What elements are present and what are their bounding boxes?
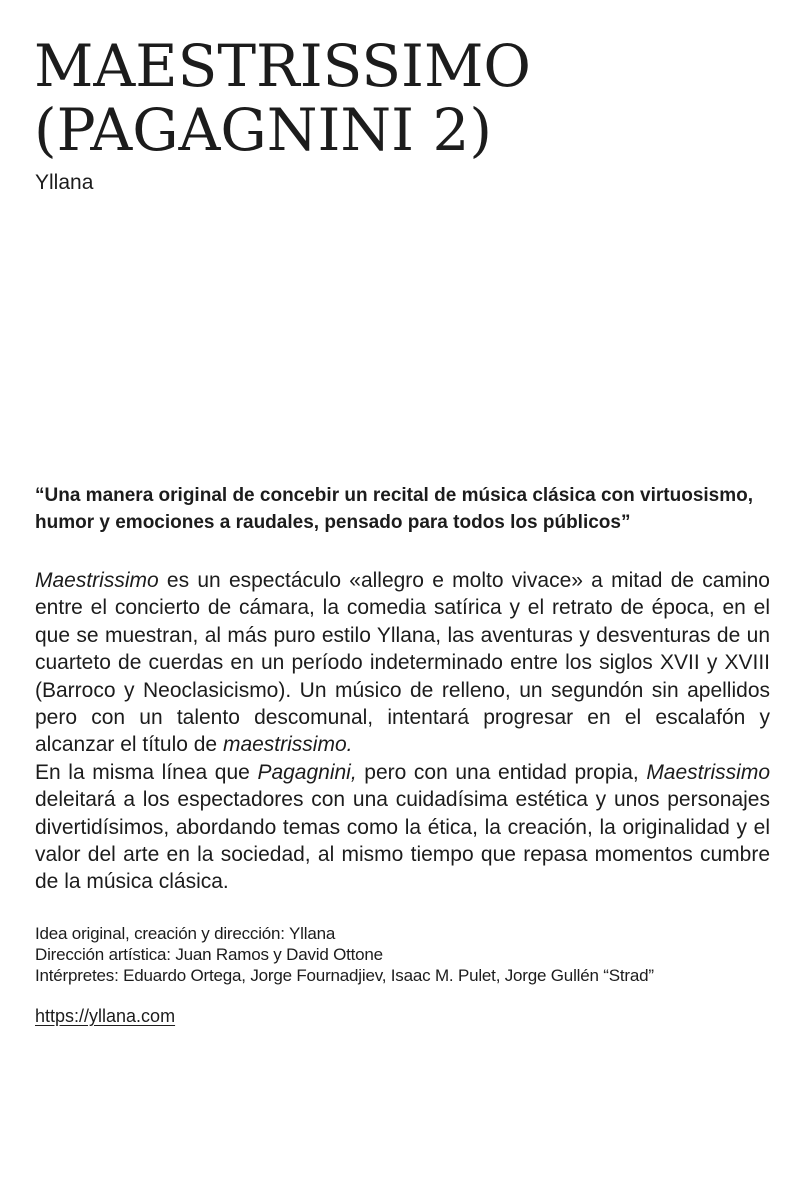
previous-show-italic: Pagagnini, (257, 760, 357, 784)
credit-performers: Intérpretes: Eduardo Ortega, Jorge Fournadjiev, Isaac M. Pulet, Jorge Gullén “Strad” (35, 965, 654, 985)
description-paragraph-1 (35, 567, 770, 759)
description-text: pero con una entidad propia, (356, 760, 647, 784)
pull-quote: “Una manera original de concebir un recital de música clásica con virtuosismo, humor y emociones a raudales, pensado para todos los públicos” (35, 485, 754, 533)
show-title-italic: Maestrissimo (35, 569, 159, 592)
description-text: es un espectáculo «allegro e molto vivace» a mitad de camino entre el concierto de cámara, la comedia satírica y el retrato de época, en el que se muestran, al más puro estilo Yllana, las aventuras y desventuras de un cuarteto de cuerdas en un período indeterminado entre los siglos XVII y XVIII (Barroco y Neoclasicismo). Un músico de relleno, un segundón sin apellidos pero con un talento descomunal, intentará progresar en el escalafón y alcanzar el título de (35, 569, 770, 757)
company-name: Yllana (35, 171, 94, 194)
page-title (34, 34, 531, 162)
maestrissimo-italic: maestrissimo. (222, 733, 353, 757)
description-text: deleitará a los espectadores con una cuidadísima estética y unos personajes divertidísimos, abordando temas como la ética, la creación, la originalidad y el valor del arte en la sociedad, al mismo tiempo que repasa momentos cumbre de la música clásica. (35, 788, 770, 894)
title-line-2: (PAGAGNINI 2) (34, 96, 493, 164)
show-title-italic: Maestrissimo (646, 760, 770, 784)
content-block (35, 482, 770, 1027)
description-paragraph-2 (35, 759, 770, 896)
title-line-1: MAESTRISSIMO (34, 32, 531, 100)
credit-artistic-direction: Dirección artística: Juan Ramos y David Ottone (35, 944, 383, 964)
website-link[interactable]: https://yllana.com (35, 1005, 176, 1026)
credit-creation: Idea original, creación y dirección: Yllana (35, 923, 336, 943)
description (35, 567, 770, 896)
credits (35, 923, 770, 986)
description-text: En la misma línea que (35, 760, 258, 784)
